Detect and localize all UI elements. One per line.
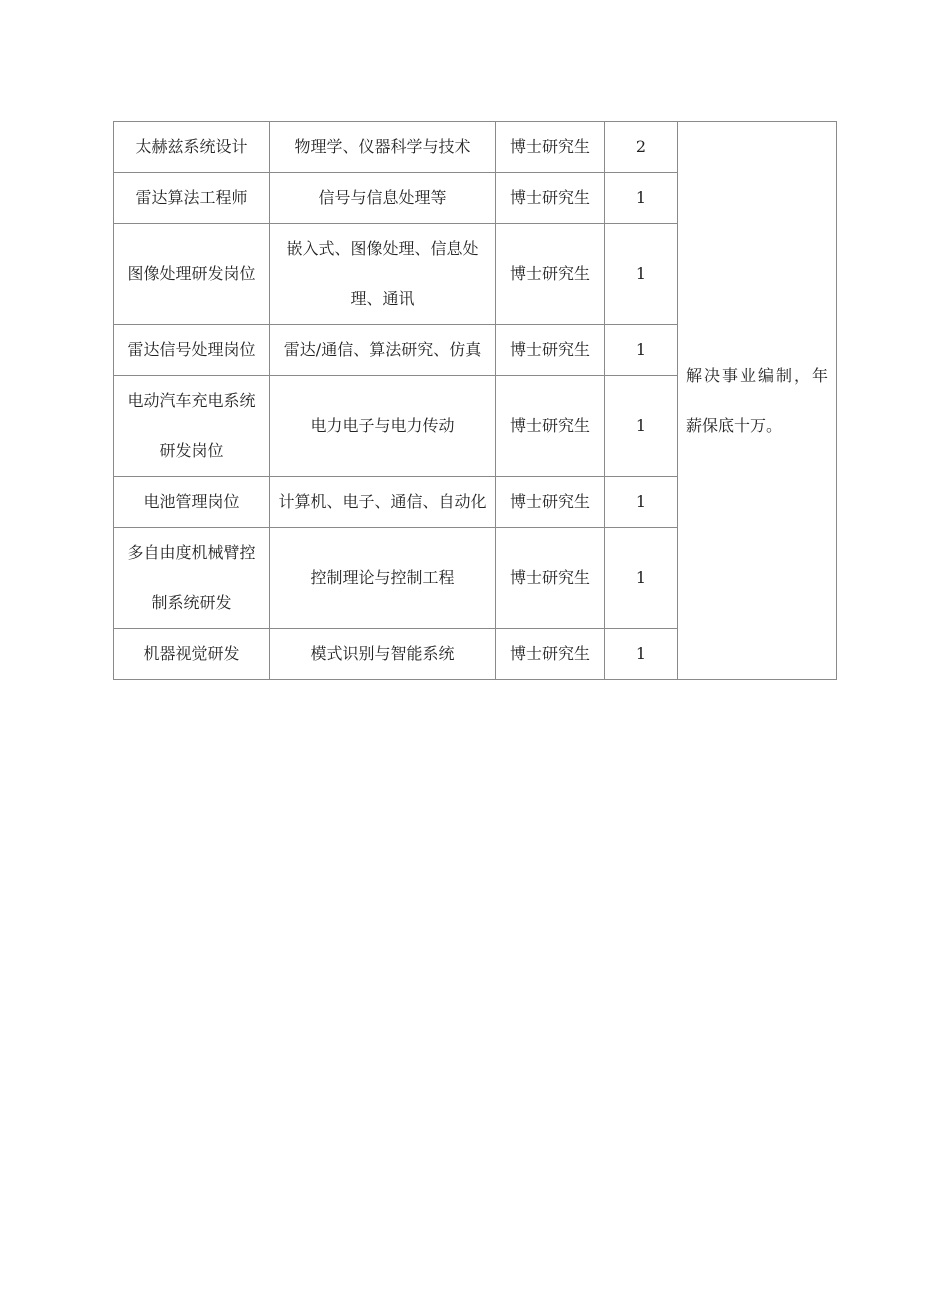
count-cell: 1 xyxy=(605,477,678,528)
degree-cell: 博士研究生 xyxy=(496,528,605,629)
major-cell: 信号与信息处理等 xyxy=(270,173,496,224)
degree-cell: 博士研究生 xyxy=(496,477,605,528)
position-cell: 电动汽车充电系统研发岗位 xyxy=(114,376,270,477)
benefits-note-cell: 解决事业编制，年薪保底十万。 xyxy=(678,122,837,680)
major-cell: 模式识别与智能系统 xyxy=(270,629,496,680)
table-row xyxy=(114,122,837,173)
major-cell: 雷达/通信、算法研究、仿真 xyxy=(270,325,496,376)
degree-cell: 博士研究生 xyxy=(496,122,605,173)
count-cell: 1 xyxy=(605,325,678,376)
position-cell: 多自由度机械臂控制系统研发 xyxy=(114,528,270,629)
count-cell: 2 xyxy=(605,122,678,173)
recruitment-table-body xyxy=(114,122,837,680)
position-cell: 机器视觉研发 xyxy=(114,629,270,680)
count-cell: 1 xyxy=(605,376,678,477)
degree-cell: 博士研究生 xyxy=(496,629,605,680)
degree-cell: 博士研究生 xyxy=(496,224,605,325)
major-cell: 嵌入式、图像处理、信息处理、通讯 xyxy=(270,224,496,325)
position-cell: 雷达算法工程师 xyxy=(114,173,270,224)
degree-cell: 博士研究生 xyxy=(496,173,605,224)
count-cell: 1 xyxy=(605,173,678,224)
position-cell: 雷达信号处理岗位 xyxy=(114,325,270,376)
count-cell: 1 xyxy=(605,224,678,325)
major-cell: 电力电子与电力传动 xyxy=(270,376,496,477)
count-cell: 1 xyxy=(605,528,678,629)
position-cell: 太赫兹系统设计 xyxy=(114,122,270,173)
position-cell: 图像处理研发岗位 xyxy=(114,224,270,325)
major-cell: 计算机、电子、通信、自动化 xyxy=(270,477,496,528)
count-cell: 1 xyxy=(605,629,678,680)
major-cell: 控制理论与控制工程 xyxy=(270,528,496,629)
degree-cell: 博士研究生 xyxy=(496,325,605,376)
degree-cell: 博士研究生 xyxy=(496,376,605,477)
recruitment-table xyxy=(113,121,837,680)
position-cell: 电池管理岗位 xyxy=(114,477,270,528)
major-cell: 物理学、仪器科学与技术 xyxy=(270,122,496,173)
